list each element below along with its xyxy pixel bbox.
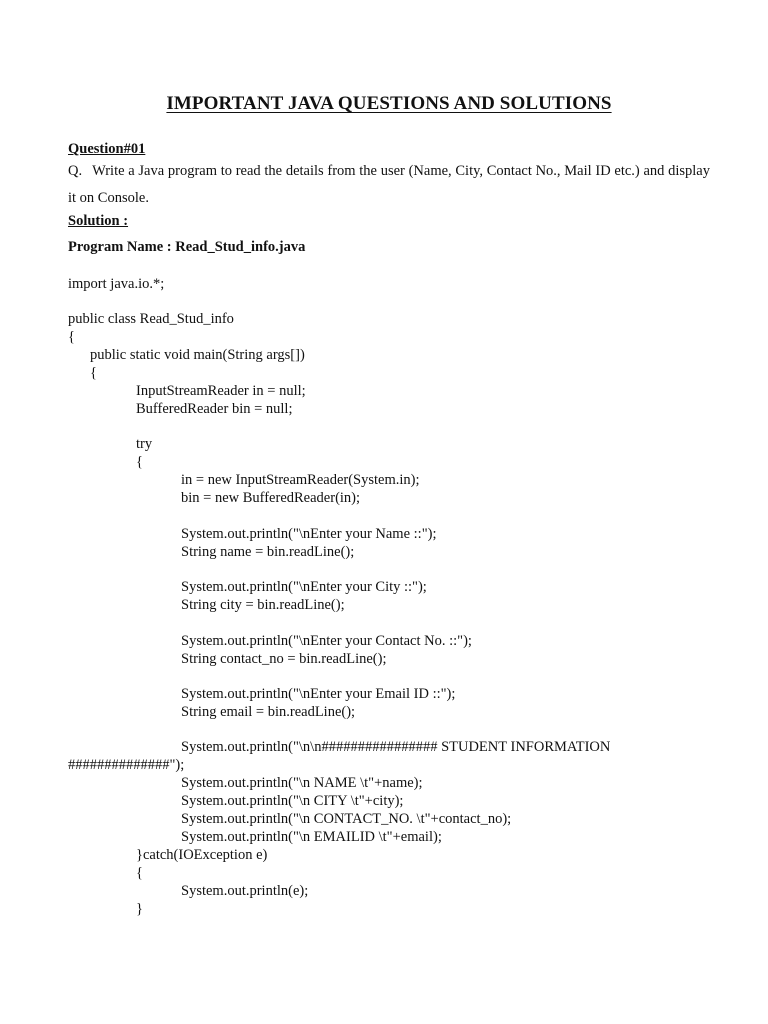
question-text: Write a Java program to read the details from the user (Name, City, Contact No., Mail ID etc.) and display it on Console.: [68, 163, 710, 206]
question-label: Q.: [68, 163, 83, 179]
code-line: System.out.println("\nEnter your City ::");: [181, 579, 427, 595]
code-line: System.out.println("\n EMAILID \t"+email);: [181, 829, 442, 845]
code-line: System.out.println("\n CITY \t"+city);: [181, 793, 404, 809]
code-line: ##############");: [68, 757, 185, 773]
code-line: String city = bin.readLine();: [181, 597, 345, 613]
code-line: String contact_no = bin.readLine();: [181, 651, 387, 667]
code-line: in = new InputStreamReader(System.in);: [181, 472, 420, 488]
code-line: {: [136, 865, 143, 881]
code-line: System.out.println("\nEnter your Email ID ::");: [181, 686, 456, 702]
code-line: System.out.println("\n NAME \t"+name);: [181, 775, 423, 791]
code-line: InputStreamReader in = null;: [136, 383, 306, 399]
code-line: System.out.println("\n\n################ STUDENT INFORMATION: [181, 739, 611, 755]
code-line: }catch(IOException e): [136, 847, 268, 863]
code-line: String email = bin.readLine();: [181, 704, 356, 720]
code-line: System.out.println(e);: [181, 883, 309, 899]
code-line: String name = bin.readLine();: [181, 544, 355, 560]
program-name: Program Name : Read_Stud_info.java: [68, 239, 306, 255]
solution-heading: Solution :: [68, 213, 129, 229]
code-line: }: [136, 901, 143, 917]
code-line: import java.io.*;: [68, 276, 165, 292]
code-line: System.out.println("\nEnter your Name ::");: [181, 526, 437, 542]
page-title: IMPORTANT JAVA QUESTIONS AND SOLUTIONS: [166, 93, 612, 114]
code-line: {: [90, 365, 97, 381]
code-line: BufferedReader bin = null;: [136, 401, 293, 417]
code-line: {: [136, 454, 143, 470]
code-line: public static void main(String args[]): [90, 347, 305, 363]
code-line: bin = new BufferedReader(in);: [181, 490, 361, 506]
code-line: System.out.println("\n CONTACT_NO. \t"+contact_no);: [181, 811, 512, 827]
code-line: public class Read_Stud_info: [68, 311, 234, 327]
code-line: System.out.println("\nEnter your Contact No. ::");: [181, 633, 472, 649]
code-line: try: [136, 436, 153, 452]
code-line: {: [68, 329, 75, 345]
question-heading: Question#01: [68, 141, 146, 157]
